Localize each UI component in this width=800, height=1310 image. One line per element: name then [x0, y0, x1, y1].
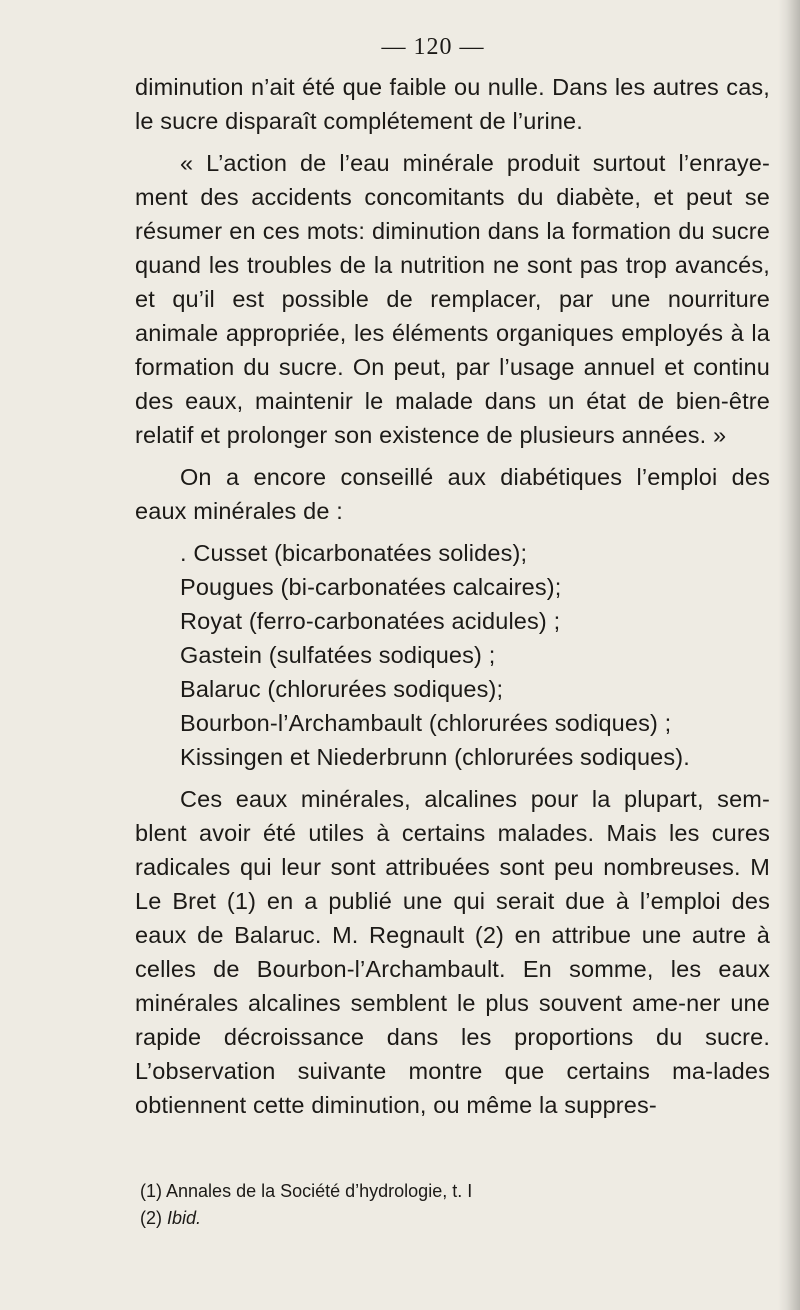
list-item: Balaruc (chlorurées sodiques);: [180, 676, 504, 702]
list-item: Bourbon-l’Archambault (chlorurées sodiques) ;: [180, 710, 672, 736]
list-item: Kissingen et Niederbrunn (chlorurées sodiques).: [180, 744, 690, 770]
footnote-text: Annales de la Société d’hydrologie, t. I: [166, 1181, 473, 1201]
list-item: Pougues (bi-carbonatées calcaires);: [180, 574, 562, 600]
list-item: Gastein (sulfatées sodiques) ;: [180, 642, 496, 668]
body-text: [135, 70, 770, 1130]
page-edge-shadow: [778, 0, 800, 1310]
list-item: . Cusset (bicarbonatées solides);: [180, 540, 528, 566]
page-number: — 120 —: [381, 34, 485, 60]
mineral-waters-list: [135, 536, 770, 774]
footnote-2: [140, 1205, 760, 1232]
paragraph-continuation: diminution n’ait été que faible ou nulle. Dans les autres cas, le sucre disparaît complétement de l’urine.: [135, 74, 770, 134]
footnote-1: [140, 1178, 760, 1205]
paragraph-quotation: « L’action de l’eau minérale produit surtout l’enraye-ment des accidents concomitants du diabète, et peut se résumer en ces mots: diminution dans la formation du sucre quand les troubles de la nutrition ne sont pas trop avancés, et qu’il est possible de remplacer, par une nourriture animale appropriée, les éléments organiques employés à la formation du sucre. On peut, par l’usage annuel et continu des eaux, maintenir le malade dans un état de bien-être relatif et prolonger son existence de plusieurs années. »: [135, 150, 770, 448]
footnote-text: Ibid.: [167, 1208, 202, 1228]
footnotes: [140, 1178, 760, 1232]
list-item: Royat (ferro-carbonatées acidules) ;: [180, 608, 561, 634]
paragraph-closing: Ces eaux minérales, alcalines pour la plupart, sem-blent avoir été utiles à certains malades. Mais les cures radicales qui leur sont attribuées sont peu nombreuses. M Le Bret (1) en a publié une qui serait due à l’emploi des eaux de Balaruc. M. Regnault (2) en attribue une autre à celles de Bourbon-l’Archambault. En somme, les eaux minérales alcalines semblent le plus souvent ame-ner une rapide décroissance dans les proportions du sucre. L’observation suivante montre que certains ma-lades obtiennent cette diminution, ou même la suppres-: [135, 786, 770, 1118]
footnote-marker: (1): [140, 1181, 162, 1201]
footnote-marker: (2): [140, 1208, 162, 1228]
paragraph-intro-list: On a encore conseillé aux diabétiques l’emploi des eaux minérales de :: [135, 464, 770, 524]
